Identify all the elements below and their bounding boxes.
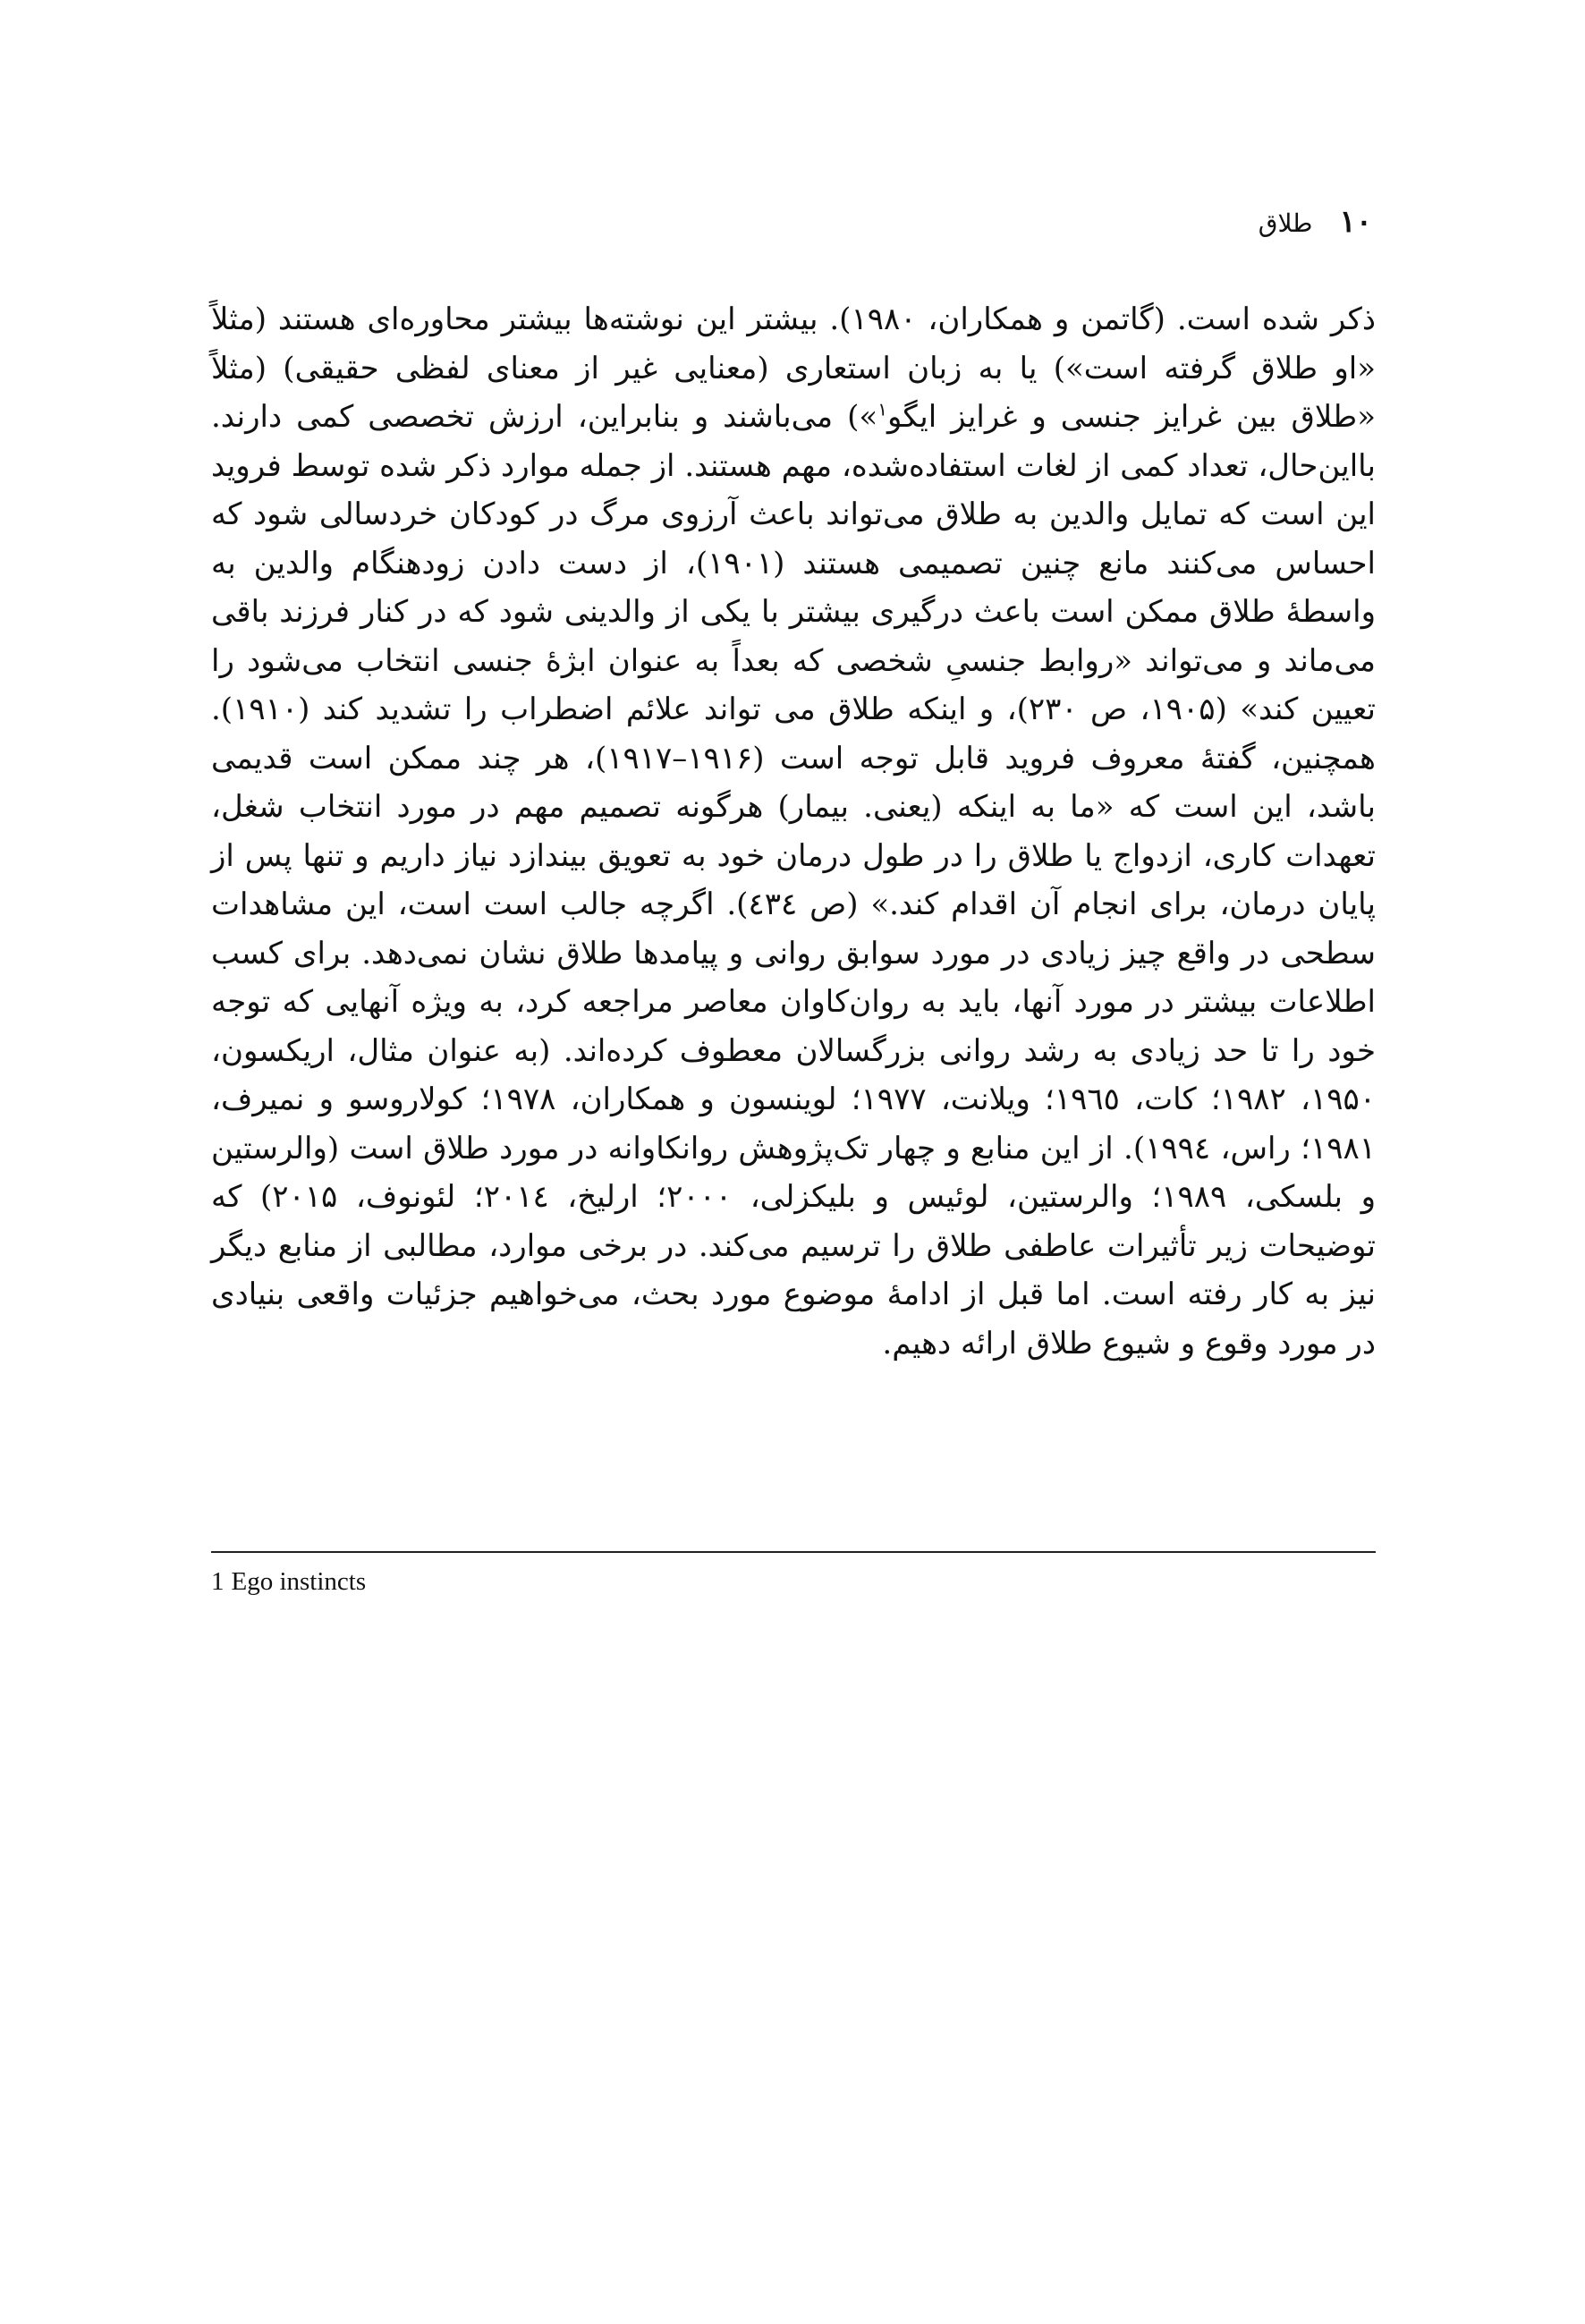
running-title: طلاق xyxy=(1258,208,1313,238)
page-number: ۱۰ xyxy=(1339,204,1372,240)
running-header xyxy=(1259,204,1372,240)
body-text xyxy=(211,295,1376,1368)
body-paragraph xyxy=(211,295,1376,1368)
body-text-part-1: ذکر شده است. (گاتمن و همکاران، ۱۹۸۰). بیشتر این نوشته‌ها بیشتر محاوره‌ای هستند (مثلاً «او طلاق گرفته است») یا به زبان استعاری (معنایی غیر از معنای لفظی حقیقی) (مثلاً «طلاق بین غرایز جنسی و غرایز ایگو xyxy=(211,301,1376,435)
body-text-part-2: ») می‌باشند و بنابراین، ارزش تخصصی کمی دارند. بااین‌حال، تعداد کمی از لغات استفاده‌شده، مهم هستند. از جمله موارد ذکر شده توسط فروید این است که تمایل والدین به طلاق می‌تواند باعث آرزوی مرگ در کودکان خردسالی شود که احساس می‌کنند مانع چنین تصمیمی هستند (۱۹۰۱)، از دست دادن زودهنگام والدین به واسطهٔ طلاق ممکن است باعث درگیری بیشتر با یکی از والدینی شود که در کنار فرزند باقی می‌ماند و می‌تواند «روابط جنسیِ شخصی که بعداً به عنوان ابژهٔ جنسی انتخاب می‌شود را تعیین کند» (۱۹۰۵، ص ۲۳۰)، و اینکه طلاق می تواند علائم اضطراب را تشدید کند (۱۹۱۰). همچنین، گفتهٔ معروف فروید قابل توجه است (۱۹۱۶–۱۹۱۷)، هر چند ممکن است قدیمی باشد، این است که «ما به اینکه (یعنی. بیمار) هرگونه تصمیم مهم در مورد انتخاب شغل، تعهدات کاری، ازدواج یا طلاق را در طول درمان خود به تعویق بیندازد نیاز داریم و تنها پس از پایان درمان، برای انجام آن اقدام کند.» (ص ٤٣٤). اگرچه جالب است است، این مشاهدات سطحی در واقع چیز زیادی در مورد سوابق روانی و پیامدها طلاق نشان نمی‌دهد. برای کسب اطلاعات بیشتر در مورد آنها، باید به روان‌کاوان معاصر مراجعه کرد، به ویژه آنهایی که توجه خود را تا حد زیادی به رشد روانی بزرگسالان معطوف کرده‌اند. (به عنوان مثال، اریکسون، ۱۹۵۰، ۱۹۸۲؛ کات، ۱۹٦٥؛ ویلانت، ۱۹۷۷؛ لوینسون و همکاران، ۱۹۷۸؛ کولاروسو و نمیرف، ۱۹۸۱؛ راس، ۱۹۹٤). از این منابع و چهار تک‌پژوهش روانکاوانه در مورد طلاق است (والرستین و بلسکی، ۱۹۸۹؛ والرستین، لوئیس و بلیکزلی، ۲۰۰۰؛ ارلیخ، ۲۰۱٤؛ لئونوف، ۲۰۱۵) که توضیحات زیر تأثیرات عاطفی طلاق را ترسیم می‌کند. در برخی موارد، مطالبی از منابع دیگر نیز به کار رفته است. اما قبل از ادامهٔ موضوع مورد بحث، می‌خواهیم جزئیات واقعی بنیادی در مورد وقوع و شیوع طلاق ارائه دهیم. xyxy=(211,399,1377,1361)
footnote-divider xyxy=(211,1551,1376,1553)
footnote-reference: ۱ xyxy=(877,398,887,420)
footnote-text: Ego instincts xyxy=(231,1567,367,1596)
footnote-number: 1 xyxy=(211,1567,225,1596)
footnote xyxy=(211,1567,366,1597)
